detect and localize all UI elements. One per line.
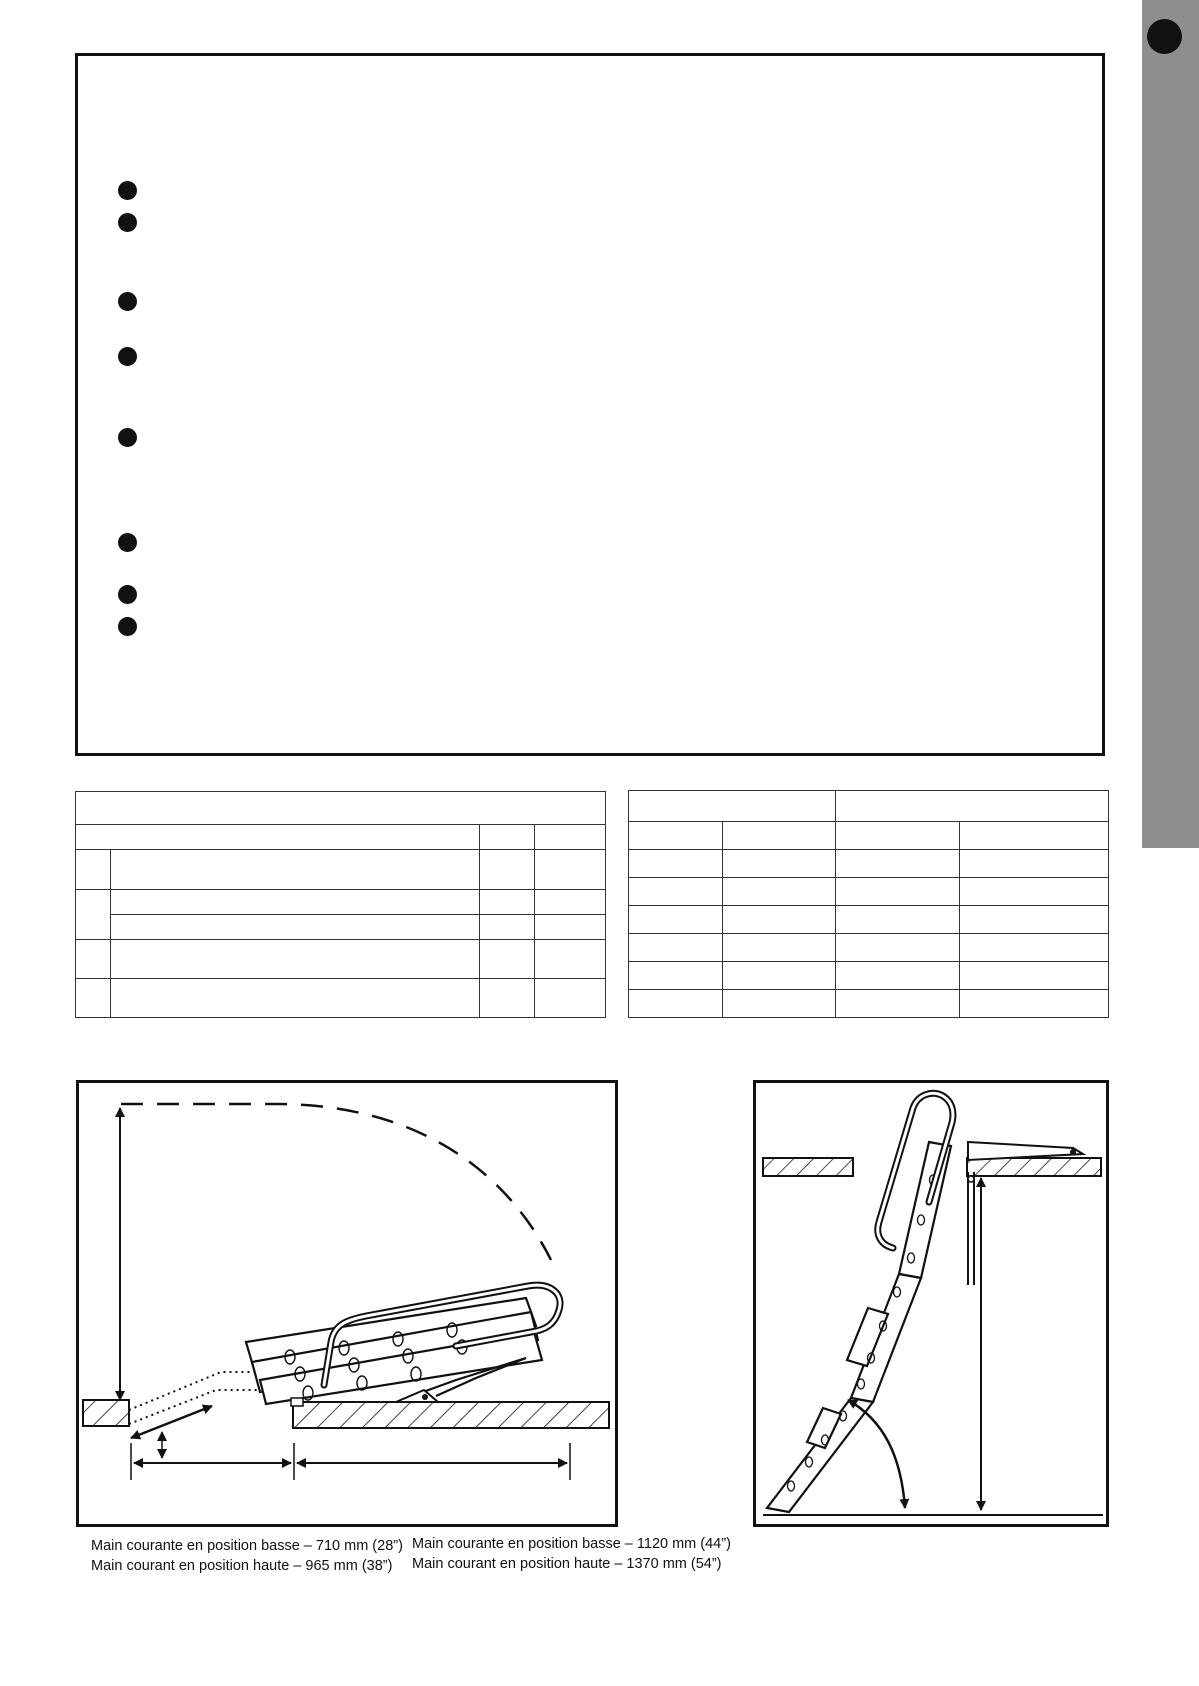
table-cell — [76, 850, 111, 890]
table-cell — [960, 850, 1109, 878]
table-cell — [111, 940, 480, 979]
table-cell — [480, 825, 535, 850]
table-cell — [535, 850, 606, 890]
table-cell — [836, 962, 960, 990]
bullet-marker — [118, 533, 137, 552]
table-cell — [629, 822, 723, 850]
bullet-marker — [118, 181, 137, 200]
deployed-ladder-diagram — [753, 1080, 1109, 1528]
table-cell — [480, 979, 535, 1018]
table-cell — [629, 990, 723, 1018]
table-cell — [723, 934, 836, 962]
table-cell — [960, 990, 1109, 1018]
table-cell — [836, 934, 960, 962]
table-cell — [480, 890, 535, 915]
table-cell — [535, 979, 606, 1018]
table-cell — [111, 890, 480, 915]
table-cell — [629, 850, 723, 878]
caption-right — [412, 1534, 731, 1574]
table-cell — [76, 979, 111, 1018]
bullet-marker — [118, 213, 137, 232]
instructions-box — [75, 53, 1105, 756]
table-cell — [836, 822, 960, 850]
table-cell — [535, 825, 606, 850]
table-cell — [836, 878, 960, 906]
table-cell — [723, 962, 836, 990]
table-cell — [629, 934, 723, 962]
caption-line: Main courante en position basse – 1120 mm (44”) — [412, 1536, 731, 1552]
table-cell — [76, 825, 480, 850]
table-cell — [723, 906, 836, 934]
table-cell — [480, 940, 535, 979]
table-cell — [76, 940, 111, 979]
table-cell — [723, 878, 836, 906]
left-table — [75, 791, 606, 1018]
table-cell — [836, 850, 960, 878]
caption-line: Main courant en position haute – 1370 mm (54”) — [412, 1556, 722, 1572]
table-cell — [960, 934, 1109, 962]
caption-left — [91, 1536, 403, 1576]
table-cell — [111, 915, 480, 940]
table-cell — [535, 890, 606, 915]
table-cell — [836, 990, 960, 1018]
folded-ladder-clearance-diagram — [76, 1080, 619, 1528]
table-cell — [723, 850, 836, 878]
table-cell — [836, 906, 960, 934]
table-header-cell — [76, 792, 606, 825]
bullet-marker — [118, 347, 137, 366]
bullet-marker — [118, 292, 137, 311]
table-cell — [76, 890, 111, 940]
table-cell — [723, 822, 836, 850]
table-header-cell — [629, 791, 836, 822]
table-cell — [960, 822, 1109, 850]
table-cell — [960, 878, 1109, 906]
table-header-cell — [836, 791, 1109, 822]
table-cell — [535, 940, 606, 979]
bullet-marker — [118, 585, 137, 604]
bullet-marker — [118, 428, 137, 447]
table-cell — [629, 878, 723, 906]
table-cell — [629, 906, 723, 934]
table-cell — [480, 850, 535, 890]
table-cell — [629, 962, 723, 990]
table-cell — [723, 990, 836, 1018]
bullet-marker — [118, 617, 137, 636]
side-tab — [1142, 0, 1199, 848]
table-cell — [535, 915, 606, 940]
section-marker-dot — [1147, 19, 1182, 54]
table-cell — [111, 979, 480, 1018]
table-cell — [111, 850, 480, 890]
caption-line: Main courant en position haute – 965 mm (38”) — [91, 1558, 393, 1574]
table-cell — [960, 906, 1109, 934]
table-cell — [960, 962, 1109, 990]
right-table — [628, 790, 1109, 1018]
table-cell — [480, 915, 535, 940]
caption-line: Main courante en position basse – 710 mm (28”) — [91, 1538, 403, 1554]
